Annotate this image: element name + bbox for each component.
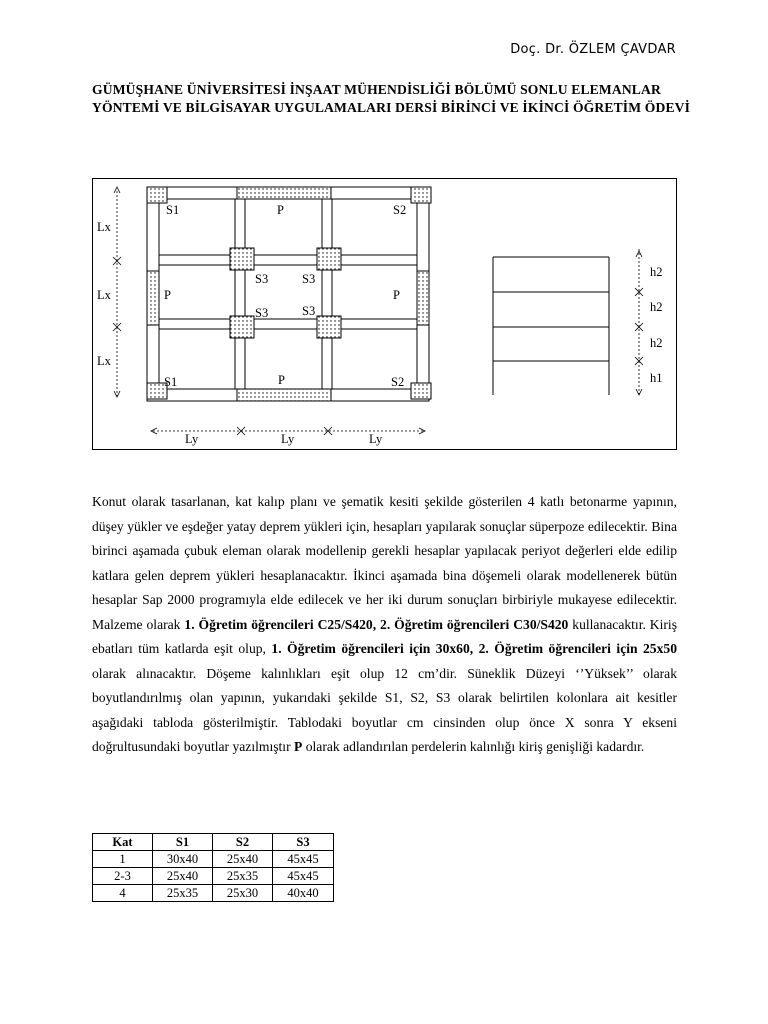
label-p-top: P xyxy=(277,203,284,217)
label-ly-2: Ly xyxy=(281,432,295,446)
cell-s2: 25x40 xyxy=(213,851,273,868)
paragraph-part-3: olarak alınacaktır. Döşeme kalınlıkları eşit olup 12 cm’dir. Süneklik Düzeyi ‘’Yüksek’’ olarak boyutlandırılmış olan yapının, yukarıdaki şekilde S1, S2, S3 olarak belirtilen kolonlara ait kesitler aşağıdaki tabloda gösterilmiştir. Tablodaki boyutlar cm cinsinden olup önce X sonra Y ekseni doğrultusundaki boyutlar yazılmıştır xyxy=(92,665,677,754)
cell-s3: 45x45 xyxy=(273,851,334,868)
header-kat: Kat xyxy=(93,834,153,851)
column-sections-table xyxy=(92,833,334,902)
label-lx-1: Lx xyxy=(97,220,111,234)
cell-s3: 45x45 xyxy=(273,868,334,885)
label-lx-2: Lx xyxy=(97,288,111,302)
structural-drawing xyxy=(93,179,676,449)
floor-plan xyxy=(147,187,429,401)
label-s3-a: S3 xyxy=(255,272,269,286)
cell-s2: 25x30 xyxy=(213,885,273,902)
table-row xyxy=(93,885,334,902)
label-ly-3: Ly xyxy=(369,432,383,446)
cell-s1: 25x40 xyxy=(153,868,213,885)
schematic-section xyxy=(493,257,609,395)
label-h2-b: h2 xyxy=(650,300,663,314)
cell-s3: 40x40 xyxy=(273,885,334,902)
header-s1: S1 xyxy=(153,834,213,851)
paragraph-part-4: olarak adlandırılan perdelerin kalınlığı kiriş genişliği kadardır. xyxy=(302,739,645,754)
label-p-left: P xyxy=(164,288,171,302)
material-bold: 1. Öğretim öğrencileri C25/S420, 2. Öğretim öğrencileri C30/S420 xyxy=(184,616,569,632)
label-s2-top: S2 xyxy=(393,203,407,217)
paragraph-part-1: Konut olarak tasarlanan, kat kalıp planı ve şematik kesiti şekilde gösterilen 4 katlı betonarme yapının, düşey yükler ve eşdeğer yatay deprem yükleri için, hesapları yapılarak sonuçlar süperpoze edilecektir. Bina birinci aşamada çubuk eleman olarak modellenip gerekli hesaplar yapılacak periyot değerleri elde edilip katlara gelen deprem yükleri hesaplanacaktır. İkinci aşamada bina döşemeli olarak modellenerek bütün hesaplar Sap 2000 programıyla elde edilecek ve her iki durum sonuçları birbiriyle mukayese edilecektir. Malzeme olarak xyxy=(92,494,677,632)
cell-kat: 2-3 xyxy=(93,868,153,885)
paragraph-part-2: kullanacaktır. Kiriş ebatları tüm katlarda eşit olup, xyxy=(92,616,677,656)
label-h2-c: h2 xyxy=(650,336,663,350)
section-dimension-line xyxy=(635,249,643,395)
shear-wall-bold: P xyxy=(294,739,303,754)
header-s2: S2 xyxy=(213,834,273,851)
assignment-description xyxy=(92,490,677,760)
assignment-title: GÜMÜŞHANE ÜNİVERSİTESİ İNŞAAT MÜHENDİSLİĞİ BÖLÜMÜ SONLU ELEMANLAR YÖNTEMİ VE BİLGİSAYAR UYGULAMALARI DERSİ BİRİNCİ VE İKİNCİ ÖĞRETİM ÖDEVİ xyxy=(92,82,691,115)
label-ly-1: Ly xyxy=(185,432,199,446)
lx-dimension-line xyxy=(113,187,121,397)
cell-kat: 1 xyxy=(93,851,153,868)
label-s3-c: S3 xyxy=(255,306,269,320)
label-s3-b: S3 xyxy=(302,272,316,286)
label-s1-top: S1 xyxy=(166,203,180,217)
label-p-bottom: P xyxy=(278,373,285,387)
table-row xyxy=(93,851,334,868)
label-p-right: P xyxy=(393,288,400,302)
table-row xyxy=(93,868,334,885)
label-h2-a: h2 xyxy=(650,265,663,279)
label-lx-3: Lx xyxy=(97,354,111,368)
label-h1: h1 xyxy=(650,371,663,385)
label-s3-d: S3 xyxy=(302,304,316,318)
columns-and-walls xyxy=(147,187,431,401)
cell-s1: 25x35 xyxy=(153,885,213,902)
section-labels xyxy=(650,265,663,385)
label-s1-bottom: S1 xyxy=(164,375,178,389)
cell-s1: 30x40 xyxy=(153,851,213,868)
figure-frame xyxy=(92,178,677,450)
table-header-row xyxy=(93,834,334,851)
header-s3: S3 xyxy=(273,834,334,851)
label-s2-bottom: S2 xyxy=(391,375,405,389)
beam-size-bold: 1. Öğretim öğrencileri için 30x60, 2. Öğretim öğrencileri için 25x50 xyxy=(271,641,677,656)
author-name: Doç. Dr. ÖZLEM ÇAVDAR xyxy=(510,42,676,57)
cell-s2: 25x35 xyxy=(213,868,273,885)
cell-kat: 4 xyxy=(93,885,153,902)
